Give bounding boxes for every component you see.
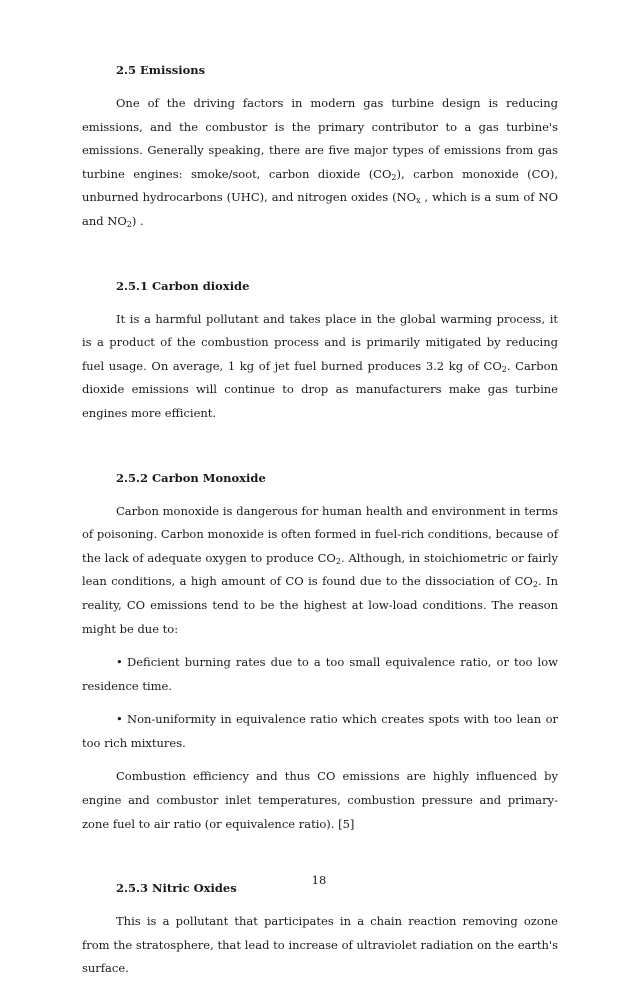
paragraph-carbon-monoxide <box>82 500 558 642</box>
paragraph-carbon-dioxide <box>82 308 558 426</box>
text-run: One of the driving factors in modern gas turbine design is reducing emissions, and the combustor is the primary contributor to a gas turbine's emissions. Generally speaking, there are five major types of emissions from gas turbine engines: smoke/soot, carbon dioxide (CO <box>82 96 558 181</box>
subscript: x <box>416 196 421 206</box>
subscript: 2 <box>126 219 132 229</box>
text-run: ), carbon monoxide (CO), unburned hydrocarbons (UHC), and nitrogen oxides (NO <box>82 166 558 205</box>
page-number: 18 <box>311 873 327 887</box>
subscript: 2 <box>335 556 341 566</box>
text-run: . Although, in stoichiometric or fairly lean conditions, a high amount of CO is found due to the dissociation of CO <box>82 550 559 589</box>
paragraph-emissions-intro <box>82 92 558 234</box>
paragraph-nitric-oxides: This is a pollutant that participates in a chain reaction removing ozone from the stratosphere, that lead to increase of ultraviolet radiation on the earth's surface. <box>82 914 558 976</box>
section-heading-emissions: 2.5 Emissions <box>116 63 206 77</box>
bullet-icon: • <box>116 655 123 670</box>
section-heading-nitric-oxides: 2.5.3 Nitric Oxides <box>116 881 237 896</box>
text-run: . Carbon dioxide emissions will continue to drop as manufacturers make gas turbine engines more efficient. <box>82 358 558 420</box>
page-content <box>82 58 558 991</box>
subscript: 2 <box>391 172 397 182</box>
paragraph-combustion-efficiency: Combustion efficiency and thus CO emissions are highly influenced by engine and combustor inlet temperatures, combustion pressure and primary-zone fuel to air ratio (or equivalence ratio). [5] <box>82 769 558 831</box>
bullet-item <box>82 708 558 755</box>
subscript: 2 <box>532 580 538 590</box>
text-run: . In reality, CO emissions tend to be the highest at low-load conditions. The reason might be due to: <box>82 574 558 636</box>
text-run: Carbon monoxide is dangerous for human health and environment in terms of poisoning. Carbon monoxide is often formed in fuel-rich conditions, because of the lack of adequate oxygen to produce CO <box>82 503 558 565</box>
text-run: , which is a sum of NO and NO <box>82 190 559 228</box>
section-heading-carbon-dioxide: 2.5.1 Carbon dioxide <box>116 278 250 293</box>
text-run: ) . <box>131 213 144 228</box>
section-spacer <box>82 436 558 466</box>
bullet-text: Deficient burning rates due to a too small equivalence ratio, or too low residence time. <box>82 655 558 693</box>
section-spacer <box>82 244 558 274</box>
bullet-item <box>82 651 558 698</box>
subscript: 2 <box>501 364 507 374</box>
section-heading-carbon-monoxide: 2.5.2 Carbon Monoxide <box>116 470 266 485</box>
bullet-text: Non-uniformity in equivalence ratio which creates spots with too lean or too rich mixtures. <box>82 712 558 750</box>
bullet-icon: • <box>116 712 123 727</box>
text-run: It is a harmful pollutant and takes place in the global warming process, it is a product of the combustion process and is primarily mitigated by reducing fuel usage. On average, 1 kg of jet fuel burned produces 3.2 kg of CO <box>82 311 558 373</box>
